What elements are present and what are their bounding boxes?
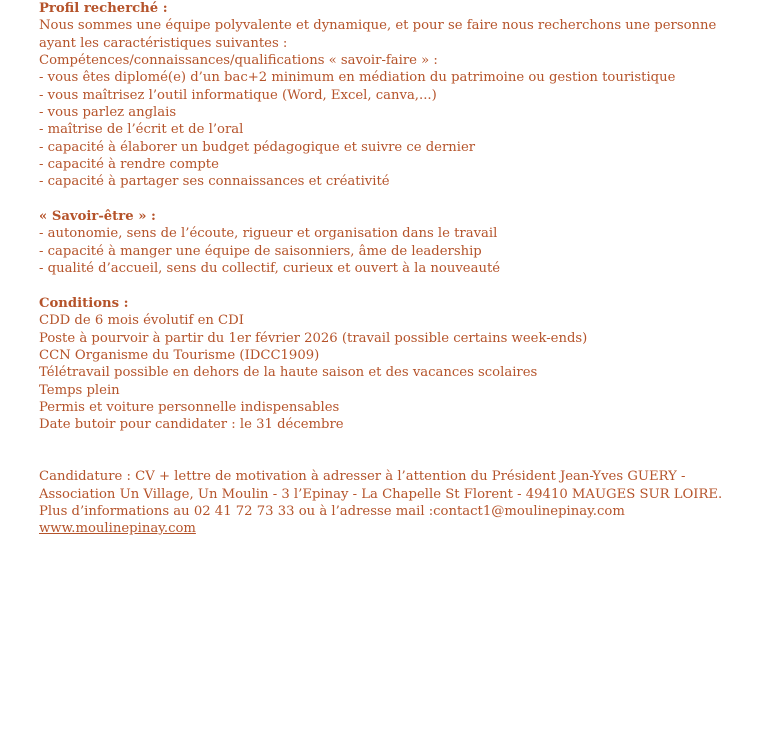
- paragraph-spacer: [39, 191, 757, 208]
- competence-item: - capacité à partager ses connaissances et créativité: [39, 174, 390, 190]
- condition-item: Date butoir pour candidater : le 31 décembre: [39, 417, 344, 433]
- candidature-line: Candidature : CV + lettre de motivation à adresser à l’attention du Président Jean-Yves GUERY -: [39, 469, 686, 485]
- condition-item: CCN Organisme du Tourisme (IDCC1909): [39, 347, 320, 363]
- savoir-etre-item: - autonomie, sens de l’écoute, rigueur et organisation dans le travail: [39, 226, 498, 242]
- profil-heading: Profil recherché :: [39, 1, 168, 16]
- association-address-line: Association Un Village, Un Moulin - 3 l’Epinay - La Chapelle St Florent - 49410 MAUGES SUR LOIRE.: [39, 486, 723, 502]
- job-posting-document: [39, 0, 757, 538]
- savoir-etre-item: - capacité à manger une équipe de saisonniers, âme de leadership: [39, 243, 482, 259]
- condition-item: Télétravail possible en dehors de la haute saison et des vacances scolaires: [39, 365, 538, 381]
- conditions-heading: Conditions :: [39, 295, 129, 311]
- contact-info-line: Plus d’informations au 02 41 72 73 33 ou à l’adresse mail :contact1@moulinepinay.com: [39, 503, 625, 519]
- competence-item: - vous parlez anglais: [39, 105, 177, 121]
- competence-item: - vous êtes diplomé(e) d’un bac+2 minimum en médiation du patrimoine ou gestion touristique: [39, 70, 676, 86]
- competence-item: - capacité à élaborer un budget pédagogique et suivre ce dernier: [39, 139, 476, 155]
- condition-item: Temps plein: [39, 382, 120, 398]
- paragraph-spacer: [39, 278, 757, 295]
- condition-item: CDD de 6 mois évolutif en CDI: [39, 313, 244, 329]
- competence-item: - capacité à rendre compte: [39, 157, 219, 173]
- website-link[interactable]: www.moulinepinay.com: [39, 521, 196, 537]
- competence-item: - maîtrise de l’écrit et de l’oral: [39, 122, 244, 138]
- competences-heading: Compétences/connaissances/qualifications « savoir-faire » :: [39, 53, 438, 69]
- competence-item: - vous maîtrisez l’outil informatique (Word, Excel, canva,...): [39, 87, 437, 103]
- paragraph-spacer: [39, 434, 757, 469]
- savoir-etre-item: - qualité d’accueil, sens du collectif, curieux et ouvert à la nouveauté: [39, 261, 501, 277]
- condition-item: Permis et voiture personnelle indispensables: [39, 399, 340, 415]
- savoir-etre-heading: « Savoir-être » :: [39, 209, 156, 225]
- condition-item: Poste à pourvoir à partir du 1er février 2026 (travail possible certains week-ends): [39, 330, 588, 346]
- profil-intro: Nous sommes une équipe polyvalente et dynamique, et pour se faire nous recherchons une personne ayant les caractéristiques suivantes :: [39, 18, 717, 51]
